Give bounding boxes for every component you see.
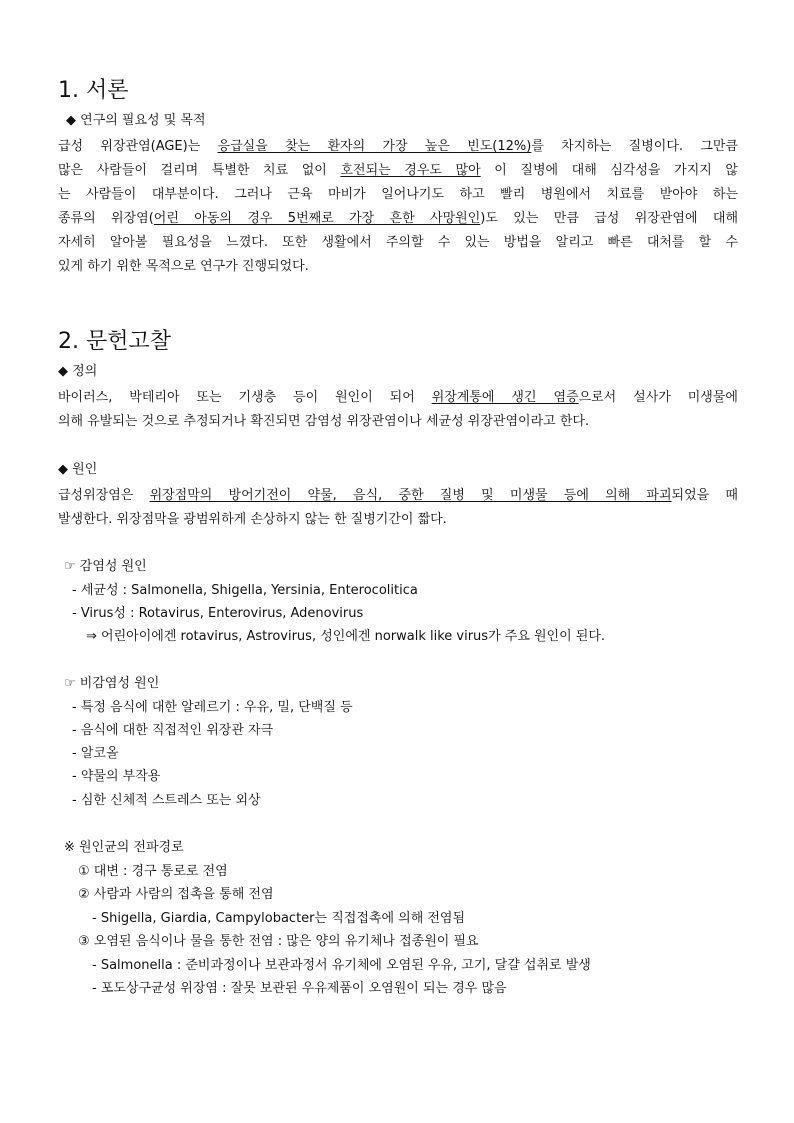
list-item: - 알코올	[72, 746, 119, 761]
paragraph-line: 급성 위장관염(AGE)는 응급실을 찾는 환자의 가장 높은 빈도(12%)를 차지하는 질병이다. 그만큼	[58, 139, 738, 154]
paragraph-line: 있게 하기 위한 목적으로 연구가 진행되었다.	[58, 259, 309, 274]
paragraph-line: 종류의 위장염(어린 아동의 경우 5번째로 가장 흔한 사망원인)도 있는 만큼 급성 위장관염에 대해	[58, 211, 739, 226]
list-item: - 약물의 부작용	[72, 769, 161, 784]
paragraph-line: 의해 유발되는 것으로 추정되거나 확진되면 감염성 위장관염이나 세균성 위장관염이라고 한다.	[58, 414, 590, 429]
list-item: ② 사람과 사람의 접촉을 통해 전염	[78, 887, 274, 902]
list-item: - 포도상구균성 위장염 : 잘못 보관된 우유제품이 오염원이 되는 경우 많음	[92, 981, 507, 996]
list-item: - Salmonella : 준비과정이나 보관과정서 유기체에 오염된 우유, 고기, 달걀 섭취로 발생	[92, 958, 591, 973]
list-item: - 세균성 : Salmonella, Shigella, Yersinia, Enterocolitica	[72, 583, 418, 598]
infectious-cause-title: ☞ 감염성 원인	[64, 559, 147, 574]
list-item: - Shigella, Giardia, Campylobacter는 직접접촉에 의해 전염됨	[92, 911, 466, 926]
paragraph-line: 급성위장염은 위장점막의 방어기전이 약물, 음식, 중한 질병 및 미생물 등에 의해 파괴되었을 때	[58, 488, 738, 503]
list-item: - 음식에 대한 직접적인 위장관 자극	[72, 723, 274, 738]
transmission-route-title: ※ 원인균의 전파경로	[64, 840, 184, 855]
paragraph-line: 는 사람들이 대부분이다. 그러나 근육 마비가 일어나기도 하고 빨리 병원에서 치료를 받아야 하는	[58, 187, 738, 202]
section-1-subtitle: ◆ 연구의 필요성 및 목적	[66, 113, 206, 128]
list-item: ③ 오염된 음식이나 물을 통한 전염 : 많은 양의 유기체나 접종원이 필요	[78, 934, 479, 949]
section-1-title: 1. 서론	[58, 78, 129, 103]
list-item: ⇒ 어린아이에겐 rotavirus, Astrovirus, 성인에겐 norwalk like virus가 주요 원인이 된다.	[86, 629, 606, 644]
non-infectious-cause-title: ☞ 비감염성 원인	[64, 676, 160, 691]
list-item: - 심한 신체적 스트레스 또는 외상	[72, 793, 261, 808]
list-item: - 특정 음식에 대한 알레르기 : 우유, 밀, 단백질 등	[72, 700, 353, 715]
section-2-title: 2. 문헌고찰	[58, 329, 171, 354]
paragraph-line: 많은 사람들이 걸리며 특별한 치료 없이 호전되는 경우도 많아 이 질병에 대해 심각성을 가지지 않	[58, 163, 738, 178]
definition-title: ◆ 정의	[58, 364, 98, 379]
paragraph-line: 바이러스, 박테리아 또는 기생충 등이 원인이 되어 위장계통에 생긴 염증으로서 설사가 미생물에	[58, 390, 738, 405]
list-item: ① 대변 : 경구 통로로 전염	[78, 864, 228, 879]
paragraph-line: 발생한다. 위장점막을 광범위하게 손상하지 않는 한 질병기간이 짧다.	[58, 512, 447, 527]
cause-title: ◆ 원인	[58, 462, 98, 477]
list-item: - Virus성 : Rotavirus, Enterovirus, Adenovirus	[72, 606, 364, 621]
paragraph-line: 자세히 알아볼 필요성을 느꼈다. 또한 생활에서 주의할 수 있는 방법을 알리고 빠른 대처를 할 수	[58, 235, 738, 250]
